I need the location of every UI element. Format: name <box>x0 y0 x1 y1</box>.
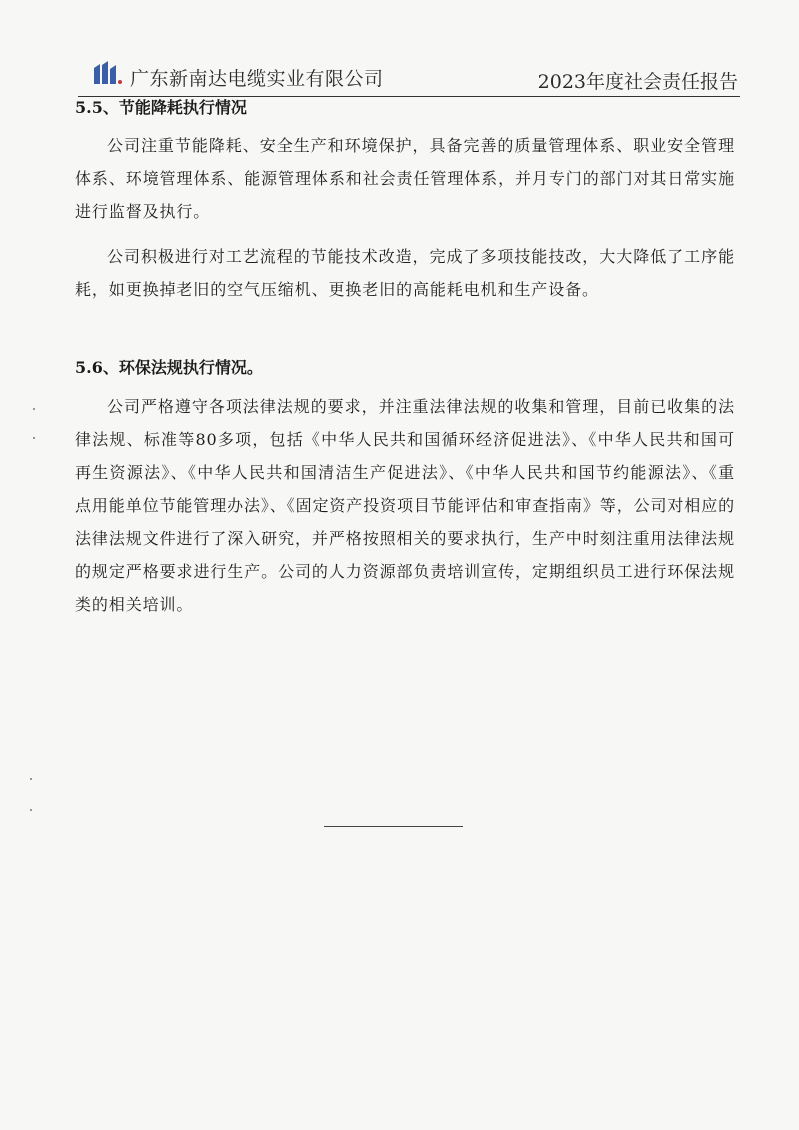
paragraph-environment-regulations: 公司严格遵守各项法律法规的要求，并注重法律法规的收集和管理，目前已收集的法律法规、标准等80多项，包括《中华人民共和国循环经济促进法》、《中华人民共和国可再生资源法》、《中华人民共和国清洁生产促进法》、《中华人民共和国节约能源法》、《重点用能单位节能管理办法》、《固定资产投资项目节能评估和审查指南》等，公司对相应的法律法规文件进行了深入研究，并严格按照相关的要求执行，生产中时刻注重用法律法规的规定严格要求进行生产。公司的人力资源部负责培训宣传，定期组织员工进行环保法规类的相关培训。 <box>75 397 736 614</box>
footer-divider <box>324 826 463 827</box>
paragraph-energy-management: 公司注重节能降耗、安全生产和环境保护，具备完善的质量管理体系、职业安全管理体系、环境管理体系、能源管理体系和社会责任管理体系，并月专门的部门对其日常实施进行监督及执行。 <box>75 136 735 221</box>
section-heading-energy: 5.5、节能降耗执行情况 <box>75 98 247 117</box>
paragraph-energy-retrofit: 公司积极进行对工艺流程的节能技术改造，完成了多项技能技改，大大降低了工序能耗，如更换掉老旧的空气压缩机、更换老旧的高能耗电机和生产设备。 <box>75 247 735 299</box>
scan-speck <box>33 408 35 410</box>
scan-speck <box>30 778 32 780</box>
company-logo-icon <box>92 60 124 86</box>
scan-speck <box>30 809 32 811</box>
section-heading-environment: 5.6、环保法规执行情况。 <box>75 358 263 377</box>
company-name: 广东新南达电缆实业有限公司 <box>130 68 384 90</box>
report-title: 2023年度社会责任报告 <box>537 71 738 93</box>
page-header <box>88 58 738 98</box>
scan-speck <box>33 437 35 439</box>
